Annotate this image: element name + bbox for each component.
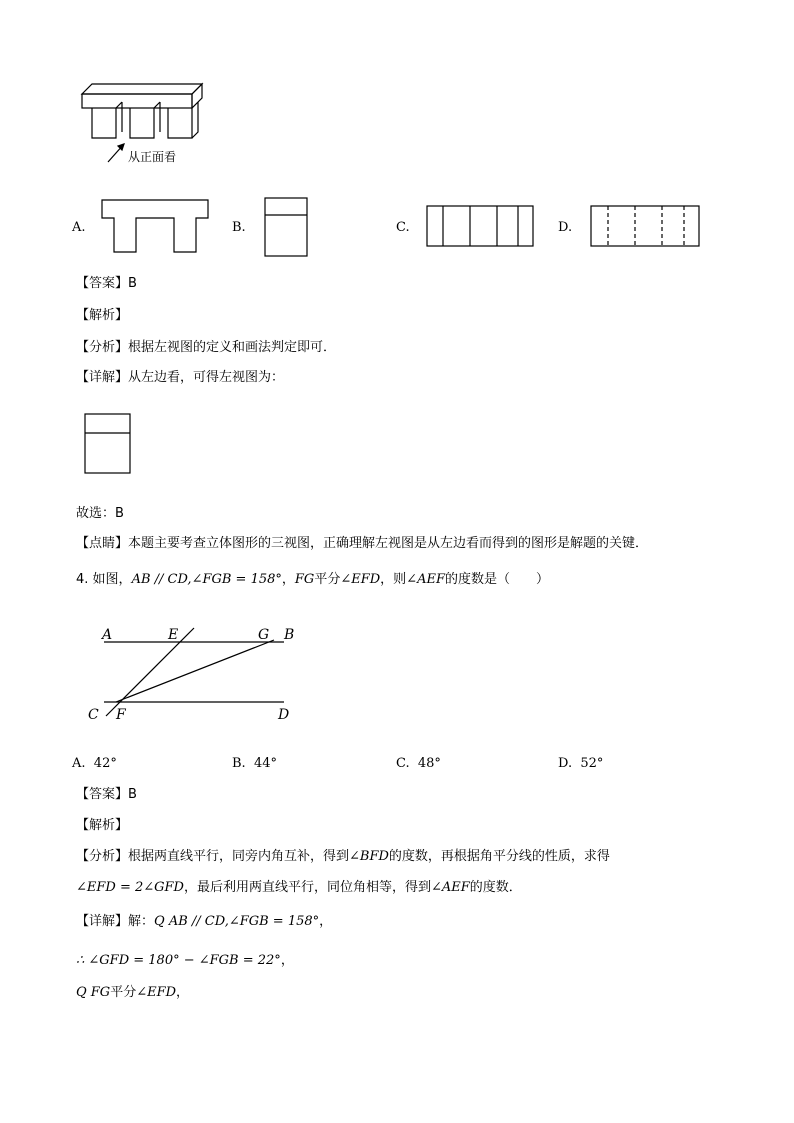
- q4-fenxi-line-2: [76, 879, 522, 897]
- option-letter: B.: [232, 756, 246, 771]
- q3-analysis-tag: 【解析】: [76, 308, 129, 323]
- dianjing-tag: 【点睛】: [76, 536, 129, 551]
- option-c-figure: [426, 205, 534, 247]
- option-b-figure: [264, 197, 308, 257]
- stem-text: 的度数是（ ）: [444, 572, 549, 587]
- xiangjie-text: 从左边看，可得左视图为：: [128, 370, 285, 385]
- xiangjie-text: 解：: [128, 914, 155, 929]
- option-value: 42°: [93, 756, 117, 771]
- label-d: D: [278, 707, 290, 723]
- option-a-label: A.: [72, 220, 86, 235]
- fenxi-math: ∠AEF: [431, 880, 470, 895]
- q3-dianjing-line: [76, 535, 648, 553]
- label-a: A: [102, 627, 113, 643]
- fenxi-math: ∠BFD: [349, 849, 389, 864]
- option-b-label: B.: [232, 220, 246, 235]
- left-view-figure: [84, 413, 132, 475]
- q4-option-b: [232, 756, 277, 771]
- step-text: 平分: [110, 985, 137, 1000]
- q4-answer-line: [76, 786, 137, 804]
- step-math: Q FG: [76, 985, 111, 1000]
- answer-tag: 【答案】: [76, 787, 129, 802]
- fenxi-text: 根据左视图的定义和画法判定即可．: [128, 340, 337, 355]
- fenxi-text: 的度数，再根据角平分线的性质，求得: [388, 849, 610, 864]
- step-math: ∴ ∠GFD = 180° − ∠FGB = 22°: [76, 953, 281, 968]
- fenxi-text: 根据两直线平行，同旁内角互补，得到: [128, 849, 350, 864]
- stem-text: ，则: [380, 572, 407, 587]
- stem-math-4: ∠AEF: [406, 572, 445, 587]
- question-number: 4.: [76, 572, 89, 587]
- label-f: F: [116, 707, 126, 723]
- stem-math-1: AB // CD,∠FGB = 158°: [131, 572, 282, 587]
- q3-fenxi-line: [76, 339, 336, 357]
- option-letter: C.: [396, 756, 410, 771]
- q4-option-c: [396, 756, 441, 771]
- fenxi-text: 的度数．: [469, 880, 522, 895]
- q3-xiangjie-line: [76, 369, 284, 387]
- q4-xiangjie-line: [76, 913, 332, 931]
- fenxi-math: ∠EFD = 2∠GFD: [76, 880, 184, 895]
- stem-math-2: FG: [294, 572, 315, 587]
- option-value: 48°: [417, 756, 441, 771]
- option-d-figure: [590, 205, 702, 247]
- q3-answer-line: [76, 275, 137, 293]
- q4-option-a: [72, 756, 117, 771]
- stem-math-3: ∠EFD: [340, 572, 381, 587]
- q4-analysis-tag: 【解析】: [76, 818, 129, 833]
- stem-text: 如图，: [92, 572, 132, 587]
- q4-stem: [76, 571, 549, 589]
- label-c: C: [88, 707, 99, 723]
- option-d-label: D.: [558, 220, 573, 235]
- option-letter: A.: [72, 756, 86, 771]
- step-text: ，: [176, 985, 190, 1000]
- fenxi-tag: 【分析】: [76, 849, 129, 864]
- parallel-lines-figure: [84, 620, 304, 730]
- answer-tag: 【答案】: [76, 276, 129, 291]
- answer-value: B: [128, 787, 137, 802]
- xiangjie-tag: 【详解】: [76, 370, 129, 385]
- q4-fenxi-line-1: [76, 848, 610, 866]
- option-a-figure: [100, 198, 210, 254]
- option-c-label: C.: [396, 220, 410, 235]
- label-e: E: [168, 627, 179, 643]
- stem-text: 平分: [314, 572, 341, 587]
- q4-option-d: [558, 756, 603, 771]
- fenxi-tag: 【分析】: [76, 340, 129, 355]
- xiangjie-math: Q AB // CD,∠FGB = 158°: [154, 914, 320, 929]
- step-math: ∠EFD: [136, 985, 177, 1000]
- option-value: 44°: [253, 756, 277, 771]
- q4-step-1: [76, 952, 294, 970]
- dianjing-text: 本题主要考查立体图形的三视图，正确理解左视图是从左边看而得到的图形是解题的关键．: [128, 536, 649, 551]
- xiangjie-tag: 【详解】: [76, 914, 129, 929]
- q4-step-2: [76, 984, 189, 1002]
- step-text: ，: [280, 953, 294, 968]
- xiangjie-text: ，: [319, 914, 333, 929]
- fenxi-text: ，最后利用两直线平行，同位角相等，得到: [183, 880, 431, 895]
- label-g: G: [258, 627, 270, 643]
- option-letter: D.: [558, 756, 573, 771]
- option-value: 52°: [580, 756, 604, 771]
- q3-choice-line: 故选：B: [76, 506, 124, 521]
- label-b: B: [284, 627, 295, 643]
- answer-value: B: [128, 276, 137, 291]
- figure-caption: 从正面看: [128, 150, 177, 164]
- stem-text: ，: [281, 572, 295, 587]
